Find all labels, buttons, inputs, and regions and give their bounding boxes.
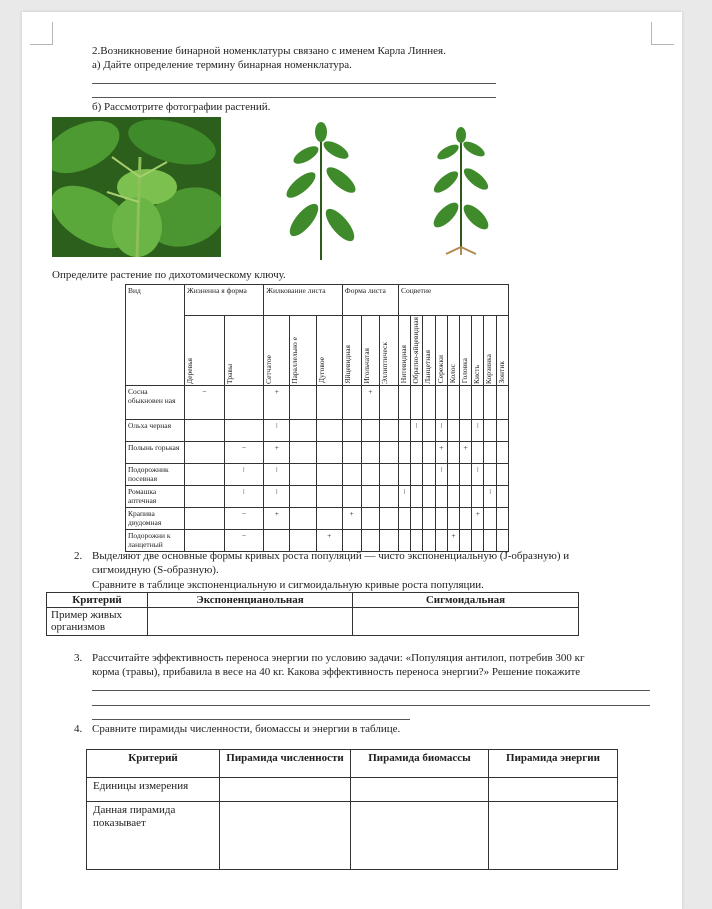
- key-cell[interactable]: [290, 419, 316, 441]
- key-cell[interactable]: [423, 385, 435, 419]
- key-cell[interactable]: [460, 463, 472, 485]
- key-column-label: Зонтик: [496, 361, 506, 384]
- key-column-label: Травы: [224, 363, 234, 384]
- key-cell[interactable]: [398, 529, 410, 551]
- key-cell[interactable]: [185, 441, 225, 463]
- key-cell[interactable]: +: [361, 385, 380, 419]
- key-cell[interactable]: [361, 507, 380, 529]
- key-cell[interactable]: +: [472, 507, 484, 529]
- key-cell[interactable]: [460, 485, 472, 507]
- q2-text-3: Сравните в таблице экспоненциальную и сигмоидальную кривые роста популяции.: [92, 579, 484, 591]
- key-column-header: [411, 316, 423, 386]
- key-cell[interactable]: [447, 419, 459, 441]
- q3-number: 3.: [74, 652, 83, 664]
- key-group-header: Соцветие: [398, 285, 508, 316]
- pyramid-header-criterion: Критерий: [87, 750, 220, 778]
- dichotomous-key-table: [125, 284, 509, 552]
- key-cell[interactable]: [380, 529, 399, 551]
- key-cell[interactable]: [398, 463, 410, 485]
- key-cell[interactable]: [380, 419, 399, 441]
- key-cell[interactable]: [185, 529, 225, 551]
- key-cell[interactable]: [398, 507, 410, 529]
- key-cell[interactable]: [290, 485, 316, 507]
- key-column-label: Деревья: [185, 357, 194, 384]
- key-cell[interactable]: [342, 441, 361, 463]
- key-cell[interactable]: −: [224, 441, 264, 463]
- key-cell[interactable]: [185, 419, 225, 441]
- key-cell[interactable]: [447, 463, 459, 485]
- key-cell[interactable]: [460, 507, 472, 529]
- key-cell[interactable]: ǀ: [484, 485, 496, 507]
- key-column-header: [398, 316, 410, 386]
- key-cell[interactable]: ǀ: [224, 463, 264, 485]
- key-cell[interactable]: [316, 463, 342, 485]
- key-cell[interactable]: [411, 441, 423, 463]
- key-cell[interactable]: [316, 441, 342, 463]
- margin-corner-tr: [651, 22, 674, 45]
- key-cell[interactable]: [484, 463, 496, 485]
- key-column-label: Игольчатая: [361, 348, 371, 384]
- pyramid-cell[interactable]: [220, 778, 351, 802]
- key-column-label: Нитевидная: [398, 345, 408, 384]
- key-cell[interactable]: [435, 385, 447, 419]
- key-column-header: [316, 316, 342, 386]
- answer-line: [92, 705, 650, 706]
- key-cell[interactable]: [380, 441, 399, 463]
- key-cell[interactable]: [342, 419, 361, 441]
- key-cell[interactable]: [423, 463, 435, 485]
- pyramid-cell[interactable]: [351, 778, 489, 802]
- key-cell[interactable]: [290, 529, 316, 551]
- key-column-label: Корзинка: [484, 353, 494, 384]
- key-cell[interactable]: [435, 507, 447, 529]
- key-column-header: [496, 316, 508, 386]
- key-column-label: Дуговое: [316, 357, 326, 384]
- nettle-drawing-1: [276, 120, 366, 260]
- key-cell[interactable]: [224, 419, 264, 441]
- key-cell[interactable]: [361, 485, 380, 507]
- key-cell[interactable]: [411, 485, 423, 507]
- key-column-header: [484, 316, 496, 386]
- pyramid-row-units: Единицы измерения: [87, 778, 220, 802]
- growth-header-exponential: Экспоненцианольная: [148, 593, 353, 608]
- answer-line: [92, 690, 650, 691]
- key-cell[interactable]: [460, 529, 472, 551]
- key-cell[interactable]: [435, 529, 447, 551]
- key-row-species: Полынь горькая: [126, 441, 185, 463]
- key-cell[interactable]: +: [342, 507, 361, 529]
- pyramid-header-biomass: Пирамида биомассы: [351, 750, 489, 778]
- key-column-label: Сережки: [435, 355, 445, 384]
- document-page: [22, 12, 682, 909]
- key-cell[interactable]: +: [264, 441, 290, 463]
- q4-number: 4.: [74, 723, 83, 735]
- key-cell[interactable]: [185, 485, 225, 507]
- key-cell[interactable]: +: [264, 507, 290, 529]
- key-cell[interactable]: [264, 529, 290, 551]
- key-cell[interactable]: [316, 507, 342, 529]
- key-column-label: Яйцевидная: [342, 345, 352, 384]
- key-cell[interactable]: −: [224, 507, 264, 529]
- growth-header-criterion: Критерий: [47, 593, 148, 608]
- key-column-label: Обратно-яйцевидная: [411, 317, 421, 384]
- key-cell[interactable]: −: [224, 529, 264, 551]
- key-cell[interactable]: [342, 385, 361, 419]
- key-cell[interactable]: [472, 485, 484, 507]
- nettle-photo: [52, 117, 221, 257]
- key-row-species: Ольха черная: [126, 419, 185, 441]
- key-cell[interactable]: [342, 529, 361, 551]
- key-column-header: [224, 316, 264, 386]
- q1-part-a: а) Дайте определение термину бинарная номенклатура.: [92, 59, 352, 71]
- answer-line: [92, 83, 496, 84]
- key-cell[interactable]: [447, 441, 459, 463]
- key-cell[interactable]: [290, 441, 316, 463]
- pyramid-row-shows: Данная пирамида показывает: [87, 802, 220, 870]
- key-column-header: [264, 316, 290, 386]
- q3-text-1: Рассчитайте эффективность переноса энергии по условию задачи: «Популяция антилоп, потребив 300 кг: [92, 652, 585, 664]
- key-row-species: Крапива двудомная: [126, 507, 185, 529]
- pyramid-cell[interactable]: [351, 802, 489, 870]
- nettle-drawing-2: [426, 127, 496, 255]
- key-column-label: Эллиптическ: [380, 341, 390, 384]
- key-column-label: Головка: [460, 358, 470, 384]
- key-column-header: [460, 316, 472, 386]
- key-cell[interactable]: [496, 419, 508, 441]
- key-cell[interactable]: ǀ: [264, 419, 290, 441]
- key-cell[interactable]: [398, 441, 410, 463]
- key-cell[interactable]: [185, 507, 225, 529]
- key-cell[interactable]: [380, 385, 399, 419]
- key-column-header: [380, 316, 399, 386]
- growth-header-sigmoid: Сигмоидальная: [353, 593, 579, 608]
- key-cell[interactable]: ǀ: [435, 419, 447, 441]
- key-cell[interactable]: [398, 419, 410, 441]
- pyramid-header-energy: Пирамида энергии: [489, 750, 618, 778]
- key-cell[interactable]: [361, 463, 380, 485]
- key-cell[interactable]: [484, 441, 496, 463]
- table-row: [126, 463, 509, 485]
- key-cell[interactable]: ǀ: [472, 463, 484, 485]
- key-cell[interactable]: +: [460, 441, 472, 463]
- key-cell[interactable]: ǀ: [398, 485, 410, 507]
- key-cell[interactable]: [423, 441, 435, 463]
- key-cell[interactable]: [447, 485, 459, 507]
- key-cell[interactable]: [423, 419, 435, 441]
- key-cell[interactable]: [361, 441, 380, 463]
- key-cell[interactable]: [342, 485, 361, 507]
- q1-title: 2.Возникновение бинарной номенклатуры связано с именем Карла Линнея.: [92, 45, 446, 57]
- key-cell[interactable]: +: [264, 385, 290, 419]
- q1-part-b: б) Рассмотрите фотографии растений.: [92, 101, 271, 113]
- q4-text: Сравните пирамиды численности, биомассы и энергии в таблице.: [92, 723, 401, 735]
- key-cell[interactable]: [342, 463, 361, 485]
- key-cell[interactable]: [447, 385, 459, 419]
- key-column-header: [361, 316, 380, 386]
- answer-line: [92, 97, 496, 98]
- growth-row-label: Пример живых организмов: [47, 608, 148, 636]
- key-cell[interactable]: [316, 485, 342, 507]
- key-cell[interactable]: [411, 385, 423, 419]
- answer-line: [92, 719, 410, 720]
- key-column-label: Сетчатое: [264, 354, 274, 384]
- key-cell[interactable]: [224, 385, 264, 419]
- table-row: [126, 419, 509, 441]
- key-column-label: Кисть: [472, 364, 482, 384]
- key-row-species: Ромашка аптечная: [126, 485, 185, 507]
- key-row-species: Сосна обыкновен ная: [126, 385, 185, 419]
- pyramid-cell[interactable]: [220, 802, 351, 870]
- key-cell[interactable]: [380, 463, 399, 485]
- growth-curve-table: [46, 592, 579, 636]
- key-cell[interactable]: ǀ: [264, 485, 290, 507]
- key-column-label: Ланцетная: [423, 349, 433, 384]
- key-cell[interactable]: [484, 529, 496, 551]
- key-cell[interactable]: [411, 507, 423, 529]
- key-cell[interactable]: [316, 385, 342, 419]
- key-row-species: Подорожник посевная: [126, 463, 185, 485]
- key-column-header: [185, 316, 225, 386]
- key-cell[interactable]: [423, 507, 435, 529]
- key-cell[interactable]: [361, 529, 380, 551]
- key-cell[interactable]: [423, 485, 435, 507]
- q2-text-2: сигмоидную (S-образную).: [92, 564, 219, 576]
- key-cell[interactable]: [380, 507, 399, 529]
- key-cell[interactable]: [290, 385, 316, 419]
- key-column-header: [447, 316, 459, 386]
- key-cell[interactable]: [484, 507, 496, 529]
- key-col-species: Вид: [126, 285, 185, 386]
- key-cell[interactable]: [423, 529, 435, 551]
- key-cell[interactable]: [361, 419, 380, 441]
- q2-text-1: Выделяют две основные формы кривых роста популяций — чисто экспоненциальную (J-образную) и: [92, 550, 570, 562]
- key-column-header: [472, 316, 484, 386]
- growth-cell-sigmoid[interactable]: [353, 608, 579, 636]
- key-cell[interactable]: [472, 385, 484, 419]
- key-cell[interactable]: +: [316, 529, 342, 551]
- key-cell[interactable]: [380, 485, 399, 507]
- key-cell[interactable]: ǀ: [435, 463, 447, 485]
- pyramid-header-numbers: Пирамида численности: [220, 750, 351, 778]
- margin-corner-tl: [30, 22, 53, 45]
- table-row: [126, 441, 509, 463]
- key-column-label: Колос: [447, 364, 457, 384]
- key-column-label: Параллельно е: [290, 336, 300, 384]
- table-row: [126, 485, 509, 507]
- key-cell[interactable]: [496, 463, 508, 485]
- key-group-header: Жизненна я форма: [185, 285, 264, 316]
- key-cell[interactable]: [484, 385, 496, 419]
- key-group-header: Жилкование листа: [264, 285, 343, 316]
- key-cell[interactable]: [496, 485, 508, 507]
- key-cell[interactable]: ǀ: [472, 419, 484, 441]
- key-cell[interactable]: [472, 441, 484, 463]
- pyramid-cell[interactable]: [489, 802, 618, 870]
- key-cell[interactable]: [290, 463, 316, 485]
- key-group-header: Форма листа: [342, 285, 398, 316]
- key-cell[interactable]: [290, 507, 316, 529]
- key-cell[interactable]: +: [435, 441, 447, 463]
- key-cell[interactable]: [435, 485, 447, 507]
- key-cell[interactable]: −: [185, 385, 225, 419]
- q3-text-2: корма (травы), прибавила в весе на 40 кг. Какова эффективность переноса энергии?» Решение покажите: [92, 666, 581, 678]
- key-cell[interactable]: +: [447, 529, 459, 551]
- key-column-header: [290, 316, 316, 386]
- key-cell[interactable]: [185, 463, 225, 485]
- key-cell[interactable]: [496, 507, 508, 529]
- key-cell[interactable]: [496, 441, 508, 463]
- key-column-header: [435, 316, 447, 386]
- key-cell[interactable]: [316, 419, 342, 441]
- key-cell[interactable]: [460, 385, 472, 419]
- key-row-species: Подорожни к ланцетный: [126, 529, 185, 551]
- key-column-header: [342, 316, 361, 386]
- key-cell[interactable]: [447, 507, 459, 529]
- key-cell[interactable]: [496, 529, 508, 551]
- table-row: [126, 529, 509, 551]
- key-cell[interactable]: [472, 529, 484, 551]
- key-cell[interactable]: ǀ: [411, 419, 423, 441]
- key-column-header: [423, 316, 435, 386]
- key-cell[interactable]: ǀ: [264, 463, 290, 485]
- key-cell[interactable]: ǀ: [224, 485, 264, 507]
- key-cell[interactable]: [411, 463, 423, 485]
- key-intro: Определите растение по дихотомическому ключу.: [52, 269, 286, 281]
- key-cell[interactable]: [484, 419, 496, 441]
- pyramid-table: [86, 749, 618, 870]
- key-cell[interactable]: [411, 529, 423, 551]
- pyramid-cell[interactable]: [489, 778, 618, 802]
- q2-number: 2.: [74, 550, 83, 562]
- table-row: [126, 385, 509, 419]
- key-cell[interactable]: [496, 385, 508, 419]
- growth-cell-exponential[interactable]: [148, 608, 353, 636]
- table-row: [126, 507, 509, 529]
- key-cell[interactable]: [460, 419, 472, 441]
- key-cell[interactable]: [398, 385, 410, 419]
